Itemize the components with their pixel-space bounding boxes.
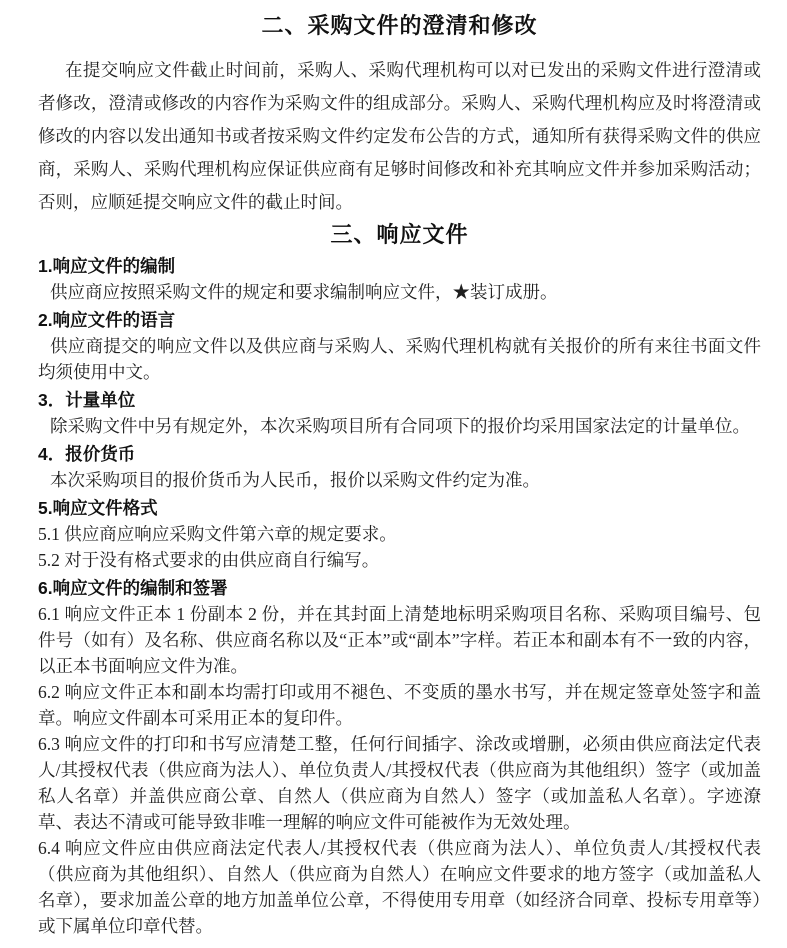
item-5-heading: 5.响应文件格式 [38,498,158,518]
item-3-body: 除采购文件中另有规定外，本次采购项目所有合同项下的报价均采用国家法定的计量单位。 [50,416,750,436]
item-6-heading: 6.响应文件的编制和签署 [38,578,228,598]
clause-6-4: 6.4 响应文件应由供应商法定代表人/其授权代表（供应商为法人）、单位负责人/其授权代表（供应商为其他组织）、自然人（供应商为自然人）在响应文件要求的地方签字（或加盖私人名章），要求加盖公章的地方加盖单位公章，不得使用专用章（如经济合同章、投标专用章等）或下属单位印章代替。 [38,838,761,936]
section-2-title: 二、采购文件的澄清和修改 [261,13,538,38]
section-3-body [38,253,761,939]
section-2-paragraph: 在提交响应文件截止时间前，采购人、采购代理机构可以对已发出的采购文件进行澄清或者修改，澄清或修改的内容作为采购文件的组成部分。采购人、采购代理机构应及时将澄清或修改的内容以发出通知书或者按采购文件约定发布公告的方式，通知所有获得采购文件的供应商，采购人、采购代理机构应保证供应商有足够时间修改和补充其响应文件并参加采购活动；否则，应顺延提交响应文件的截止时间。 [38,60,761,212]
item-1-body: 供应商应按照采购文件的规定和要求编制响应文件，★装订成册。 [50,282,558,302]
section-3-title: 三、响应文件 [330,222,469,247]
clause-6-3: 6.3 响应文件的打印和书写应清楚工整，任何行间插字、涂改或增删，必须由供应商法定代表人/其授权代表（供应商为法人）、单位负责人/其授权代表（供应商为其他组织）签字（或加盖私人名章）并盖供应商公章、自然人（供应商为自然人）签字（或加盖私人名章）。字迹潦草、表达不清或可能导致非唯一理解的响应文件可能被作为无效处理。 [38,734,761,832]
clause-6-2: 6.2 响应文件正本和副本均需打印或用不褪色、不变质的墨水书写，并在规定签章处签字和盖章。响应文件副本可采用正本的复印件。 [38,682,761,728]
item-2-heading: 2.响应文件的语言 [38,310,176,330]
item-3-heading: 3．计量单位 [38,390,136,410]
clause-5-1: 5.1 供应商应响应采购文件第六章的规定要求。 [38,524,397,544]
item-1-heading: 1.响应文件的编制 [38,256,176,276]
clause-6-1: 6.1 响应文件正本 1 份副本 2 份，并在其封面上清楚地标明采购项目名称、采购项目编号、包件号（如有）及名称、供应商名称以及“正本”或“副本”字样。若正本和副本有不一致的内容，以正本书面响应文件为准。 [38,604,761,676]
item-4-heading: 4．报价货币 [38,444,136,464]
clause-5-2: 5.2 对于没有格式要求的由供应商自行编写。 [38,550,380,570]
item-2-body: 供应商提交的响应文件以及供应商与采购人、采购代理机构就有关报价的所有来往书面文件均须使用中文。 [38,336,761,382]
item-4-body: 本次采购项目的报价货币为人民币，报价以采购文件约定为准。 [50,470,540,490]
